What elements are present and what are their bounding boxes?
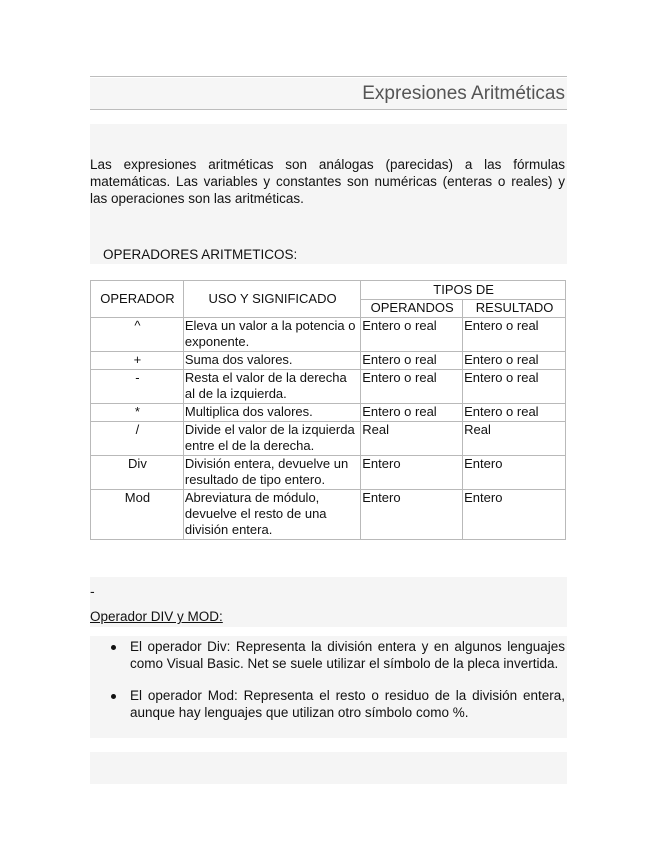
operator-cell: Mod bbox=[91, 490, 184, 540]
operands-cell: Entero o real bbox=[361, 352, 463, 370]
footer-background bbox=[90, 752, 567, 784]
operands-cell: Entero o real bbox=[361, 404, 463, 422]
description-cell: Multiplica dos valores. bbox=[183, 404, 360, 422]
operator-cell: + bbox=[91, 352, 184, 370]
title-bottom-rule bbox=[90, 109, 567, 110]
intro-paragraph: Las expresiones aritméticas son análogas (parecidas) a las fórmulas matemáticas. Las variables y constantes son numéricas (enteras o reales) y las operaciones son las aritméticas. bbox=[90, 157, 565, 206]
table-row bbox=[91, 490, 566, 540]
result-cell: Entero bbox=[463, 490, 566, 540]
separator-dash: - bbox=[90, 583, 95, 599]
table-row bbox=[91, 352, 566, 370]
description-cell: Eleva un valor a la potencia o exponente. bbox=[183, 318, 360, 352]
title-top-rule bbox=[90, 76, 567, 77]
header-types: TIPOS DE bbox=[361, 281, 566, 300]
description-cell: Resta el valor de la derecha al de la izquierda. bbox=[183, 370, 360, 404]
description-cell: Divide el valor de la izquierda entre el de la derecha. bbox=[183, 422, 360, 456]
operands-cell: Entero o real bbox=[361, 318, 463, 352]
header-operands: OPERANDOS bbox=[361, 300, 463, 318]
list-item bbox=[108, 638, 565, 672]
div-mod-heading: Operador DIV y MOD: bbox=[90, 609, 223, 624]
operators-heading: OPERADORES ARITMETICOS: bbox=[103, 247, 298, 262]
div-mod-list bbox=[108, 638, 565, 736]
operands-cell: Entero bbox=[361, 490, 463, 540]
operands-cell: Entero o real bbox=[361, 370, 463, 404]
result-cell: Entero o real bbox=[463, 370, 566, 404]
result-cell: Real bbox=[463, 422, 566, 456]
operator-cell: ^ bbox=[91, 318, 184, 352]
description-cell: Suma dos valores. bbox=[183, 352, 360, 370]
table-row bbox=[91, 404, 566, 422]
result-cell: Entero o real bbox=[463, 404, 566, 422]
bullet-icon bbox=[111, 694, 116, 699]
header-operator: OPERADOR bbox=[91, 281, 184, 318]
page-title: Expresiones Aritméticas bbox=[90, 78, 567, 109]
operators-table bbox=[90, 280, 566, 540]
table-header-row bbox=[91, 281, 566, 300]
description-cell: Abreviatura de módulo, devuelve el resto de una división entera. bbox=[183, 490, 360, 540]
operator-cell: - bbox=[91, 370, 184, 404]
list-item-text: El operador Div: Representa la división entera y en algunos lenguajes como Visual Basic. Net se suele utilizar el símbolo de la pleca invertida. bbox=[130, 639, 565, 671]
header-usage: USO Y SIGNIFICADO bbox=[183, 281, 360, 318]
operator-cell: * bbox=[91, 404, 184, 422]
result-cell: Entero o real bbox=[463, 318, 566, 352]
operands-cell: Real bbox=[361, 422, 463, 456]
list-item-text: El operador Mod: Representa el resto o residuo de la división entera, aunque hay lenguajes que utilizan otro símbolo como %. bbox=[130, 688, 565, 720]
list-item bbox=[108, 687, 565, 721]
operands-cell: Entero bbox=[361, 456, 463, 490]
operator-cell: / bbox=[91, 422, 184, 456]
description-cell: División entera, devuelve un resultado de tipo entero. bbox=[183, 456, 360, 490]
table-row bbox=[91, 456, 566, 490]
bullet-icon bbox=[111, 645, 116, 650]
table-row bbox=[91, 318, 566, 352]
operator-cell: Div bbox=[91, 456, 184, 490]
result-cell: Entero o real bbox=[463, 352, 566, 370]
result-cell: Entero bbox=[463, 456, 566, 490]
table-row bbox=[91, 370, 566, 404]
header-result: RESULTADO bbox=[463, 300, 566, 318]
table-row bbox=[91, 422, 566, 456]
